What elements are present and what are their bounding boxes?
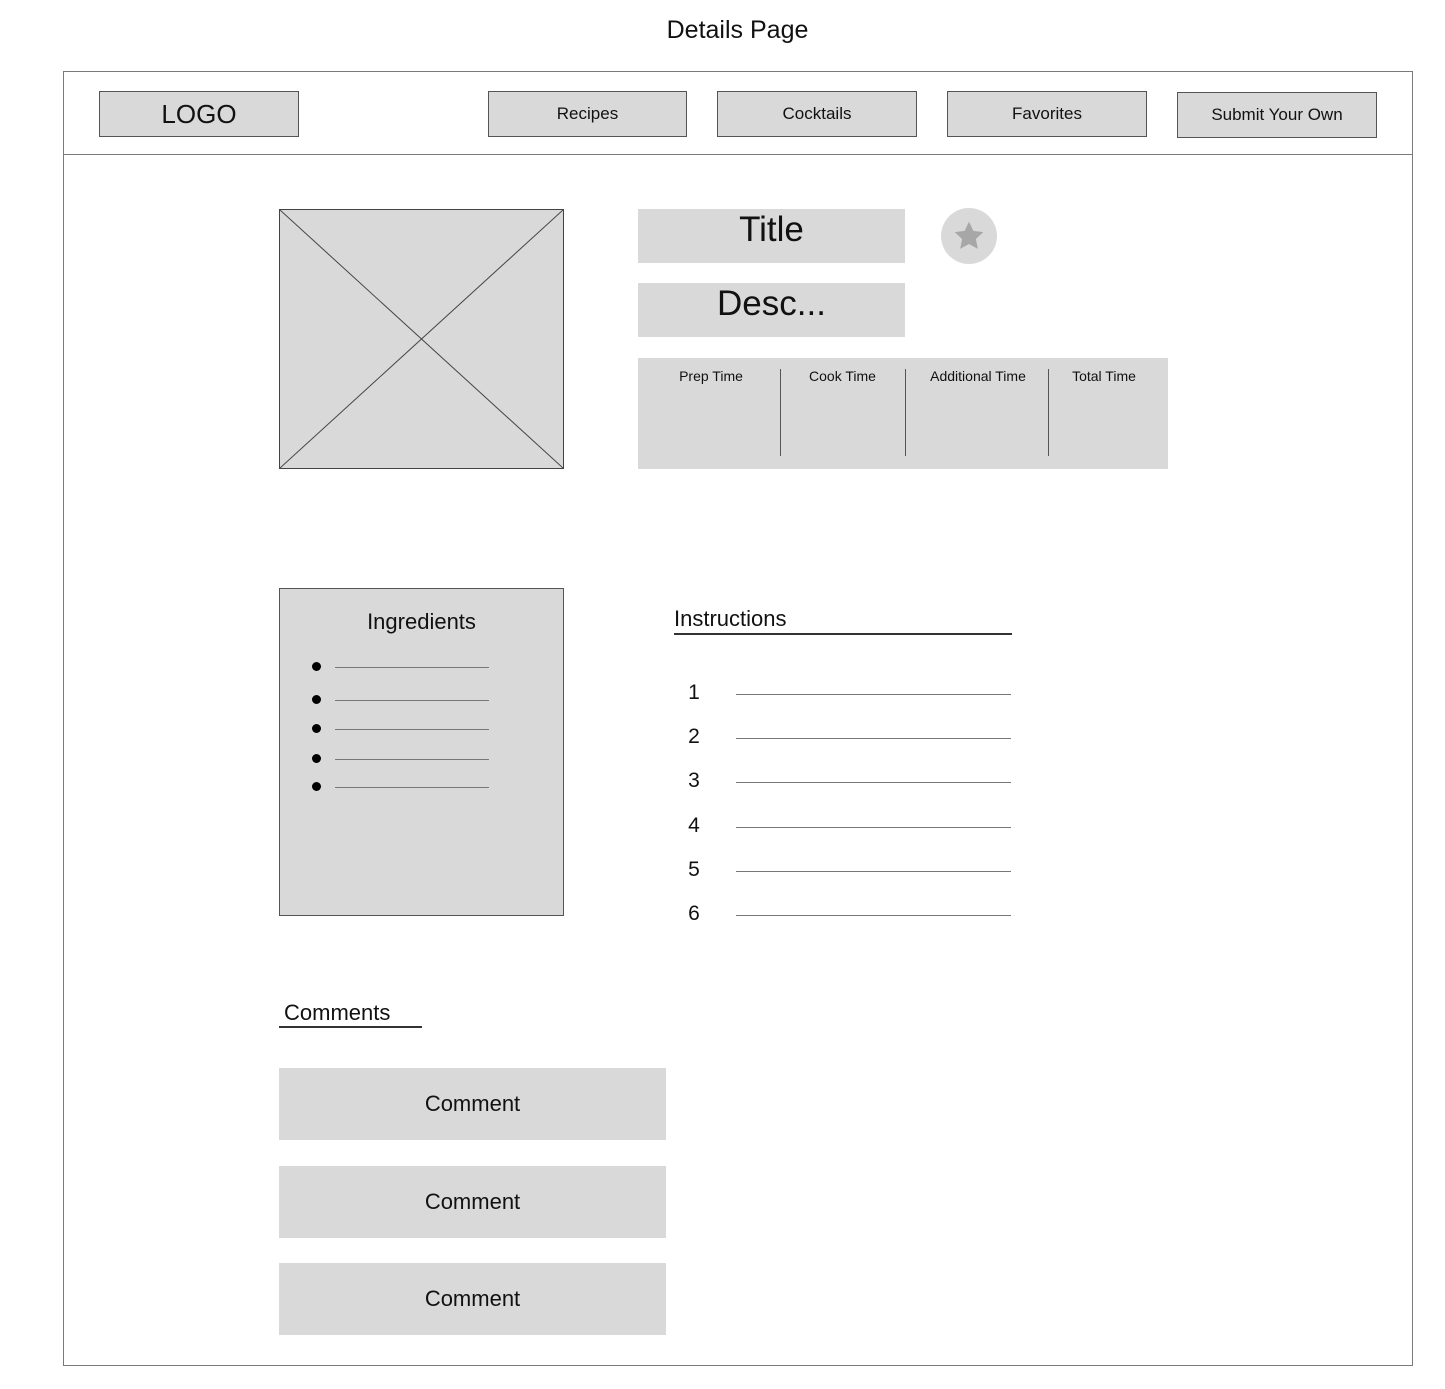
ingredient-bullet xyxy=(312,754,321,763)
ingredient-item-line xyxy=(335,667,489,668)
recipe-image-placeholder xyxy=(279,209,564,469)
ingredient-bullet xyxy=(312,695,321,704)
ingredients-panel xyxy=(279,588,564,916)
instructions-underline xyxy=(674,633,1012,635)
instruction-step-line xyxy=(736,694,1011,695)
instruction-step-line xyxy=(736,782,1011,783)
additional-time-label: Additional Time xyxy=(930,368,1026,384)
instructions-heading: Instructions xyxy=(674,606,787,631)
image-placeholder-icon xyxy=(280,210,563,468)
ingredients-heading: Ingredients xyxy=(367,609,476,634)
total-time-label: Total Time xyxy=(1072,368,1136,384)
nav-submit-your-own-button[interactable]: Submit Your Own xyxy=(1177,92,1377,138)
favorite-button[interactable] xyxy=(941,208,997,264)
instruction-step-line xyxy=(736,827,1011,828)
logo[interactable]: LOGO xyxy=(99,91,299,137)
nav-cocktails-button[interactable]: Cocktails xyxy=(717,91,917,137)
comment-card[interactable]: Comment xyxy=(279,1263,666,1335)
ingredient-bullet xyxy=(312,782,321,791)
nav-favorites-button[interactable]: Favorites xyxy=(947,91,1147,137)
page-frame xyxy=(63,71,1413,1366)
ingredient-item-line xyxy=(335,787,489,788)
instruction-step-number: 5 xyxy=(688,857,700,881)
ingredient-bullet xyxy=(312,724,321,733)
instruction-step-line xyxy=(736,871,1011,872)
instruction-step-line xyxy=(736,738,1011,739)
instruction-step-number: 6 xyxy=(688,902,700,925)
ingredient-bullet xyxy=(312,662,321,671)
comment-card[interactable]: Comment xyxy=(279,1068,666,1140)
comments-heading: Comments xyxy=(284,1000,391,1025)
column-divider xyxy=(905,369,906,456)
cook-time-label: Cook Time xyxy=(809,368,876,384)
column-divider xyxy=(780,369,781,456)
times-panel xyxy=(638,358,1168,469)
ingredient-item-line xyxy=(335,759,489,760)
comments-underline xyxy=(279,1026,422,1028)
instruction-step-line xyxy=(736,915,1011,916)
ingredient-item-line xyxy=(335,700,489,701)
ingredient-item-line xyxy=(335,729,489,730)
instruction-step-number: 1 xyxy=(688,681,700,704)
instruction-step-number: 2 xyxy=(688,725,700,749)
comment-card[interactable]: Comment xyxy=(279,1166,666,1238)
header-divider xyxy=(63,154,1413,155)
recipe-title: Title xyxy=(638,209,905,263)
recipe-description: Desc... xyxy=(638,283,905,337)
column-divider xyxy=(1048,369,1049,456)
instruction-step-number: 3 xyxy=(688,769,700,793)
page-caption: Details Page xyxy=(666,16,809,44)
prep-time-label: Prep Time xyxy=(679,368,743,384)
nav-recipes-button[interactable]: Recipes xyxy=(488,91,687,137)
instruction-step-number: 4 xyxy=(688,813,700,837)
star-icon xyxy=(951,218,987,254)
